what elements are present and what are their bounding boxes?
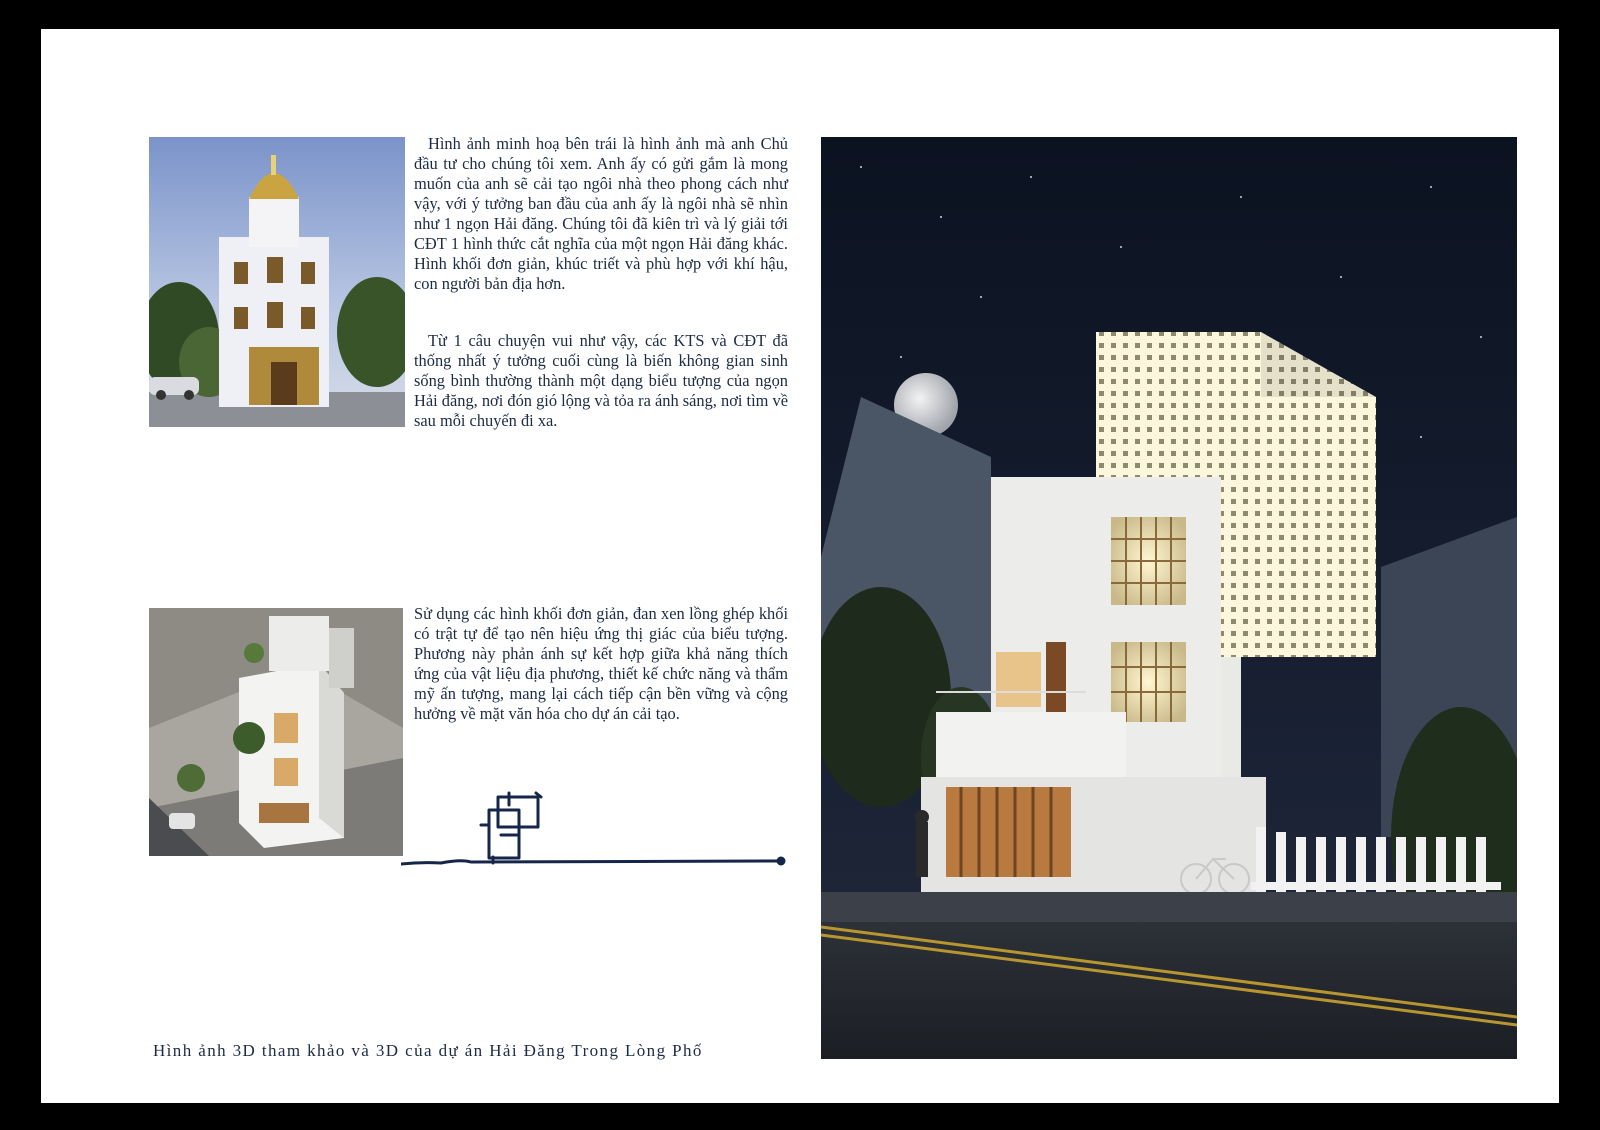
concept-paragraph <box>414 331 788 431</box>
aerial-render-photo <box>149 608 403 856</box>
document-page <box>41 29 1559 1103</box>
design-paragraph <box>414 604 788 724</box>
intro-paragraph-text: Hình ảnh minh hoạ bên trái là hình ảnh mà anh Chủ đầu tư cho chúng tôi xem. Anh ấy có gửi gắm là mong muốn của anh sẽ cải tạo ngôi nhà theo phong cách như vậy, với ý tưởng ban đầu của anh ấy là ngôi nhà sẽ nhìn như 1 ngọn Hải đăng. Chúng tôi đã kiên trì và lý giải tới CĐT 1 hình thức cắt nghĩa của một ngọn Hải đăng khác. Hình khối đơn giản, khúc triết và phù hợp với khí hậu, con người bản địa hơn. <box>414 134 788 293</box>
classic-villa-photo <box>149 137 405 427</box>
night-render-photo <box>821 137 1517 1059</box>
design-paragraph-text: Sử dụng các hình khối đơn giản, đan xen lồng ghép khối có trật tự để tạo nên hiệu ứng thị giác của biểu tượng. Phương này phản ánh sự kết hợp giữa khả năng thích ứng của vật liệu địa phương, thiết kế chức năng và thẩm mỹ ấn tượng, mang lại cách tiếp cận bền vững và cộng hưởng về mặt văn hóa cho dự án cải tạo. <box>414 604 788 723</box>
lighthouse-sketch-icon <box>401 775 821 875</box>
concept-paragraph-text: Từ 1 câu chuyện vui như vậy, các KTS và CĐT đã thống nhất ý tưởng cuối cùng là biến không gian sinh sống bình thường thành một dạng biểu tượng của ngọn Hải đăng, nơi đón gió lộng và tỏa ra ánh sáng, nơi tìm về sau mỗi chuyến đi xa. <box>414 331 788 430</box>
page-caption: Hình ảnh 3D tham khảo và 3D của dự án Hải Đăng Trong Lòng Phố <box>153 1041 703 1060</box>
intro-paragraph <box>414 134 788 294</box>
